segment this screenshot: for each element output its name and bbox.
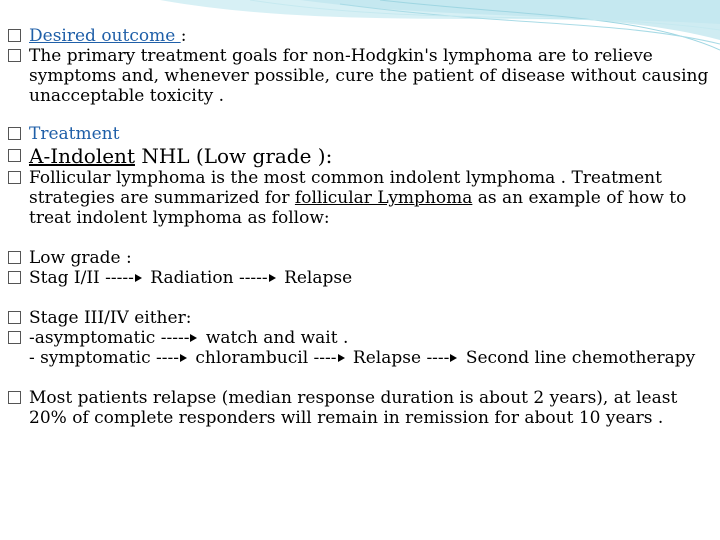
symptomatic-line: - symptomatic ---- chlorambucil ---- Relapse ---- Second line chemotherapy (29, 348, 696, 368)
bullet-box-icon (8, 149, 21, 162)
bullet-box-icon (8, 311, 21, 324)
arrow-right-icon (269, 274, 276, 282)
follicular-lymphoma-text: Follicular lymphoma is the most common indolent lymphoma . Treatment strategies are summarized for follicular Lymphoma as an example of how to treat indolent lymphoma as follow: (8, 168, 716, 228)
desired-outcome-heading: Desired outcome : (8, 26, 716, 46)
bullet-box-icon (8, 331, 21, 344)
bullet-box-icon (8, 251, 21, 264)
bullet-box-icon (8, 391, 21, 404)
relapse-note-text: Most patients relapse (median response duration is about 2 years), at least 20% of complete responders will remain in remission for about 10 years . (8, 388, 716, 428)
low-grade-label: Low grade : (8, 248, 716, 268)
stage-i-ii-line: Stag I/II ----- Radiation ----- Relapse (8, 268, 716, 288)
slide-content (8, 26, 716, 428)
arrow-right-icon (135, 274, 142, 282)
bullet-box-icon (8, 127, 21, 140)
arrow-right-icon (450, 354, 457, 362)
asymptomatic-line: -asymptomatic ----- watch and wait . (8, 328, 716, 348)
stage-iii-iv-line: Stage III/IV either: (8, 308, 716, 328)
bullet-box-icon (8, 29, 21, 42)
treatment-heading: Treatment (8, 124, 716, 144)
arrow-right-icon (338, 354, 345, 362)
indolent-nhl-heading: A-Indolent NHL (Low grade ): (8, 144, 716, 168)
bullet-box-icon (8, 171, 21, 184)
bullet-box-icon (8, 49, 21, 62)
treatment-goals-text: The primary treatment goals for non-Hodgkin's lymphoma are to relieve symptoms and, whenever possible, cure the patient of disease without causing unacceptable toxicity . (8, 46, 716, 106)
arrow-right-icon (180, 354, 187, 362)
bullet-box-icon (8, 271, 21, 284)
arrow-right-icon (190, 334, 197, 342)
